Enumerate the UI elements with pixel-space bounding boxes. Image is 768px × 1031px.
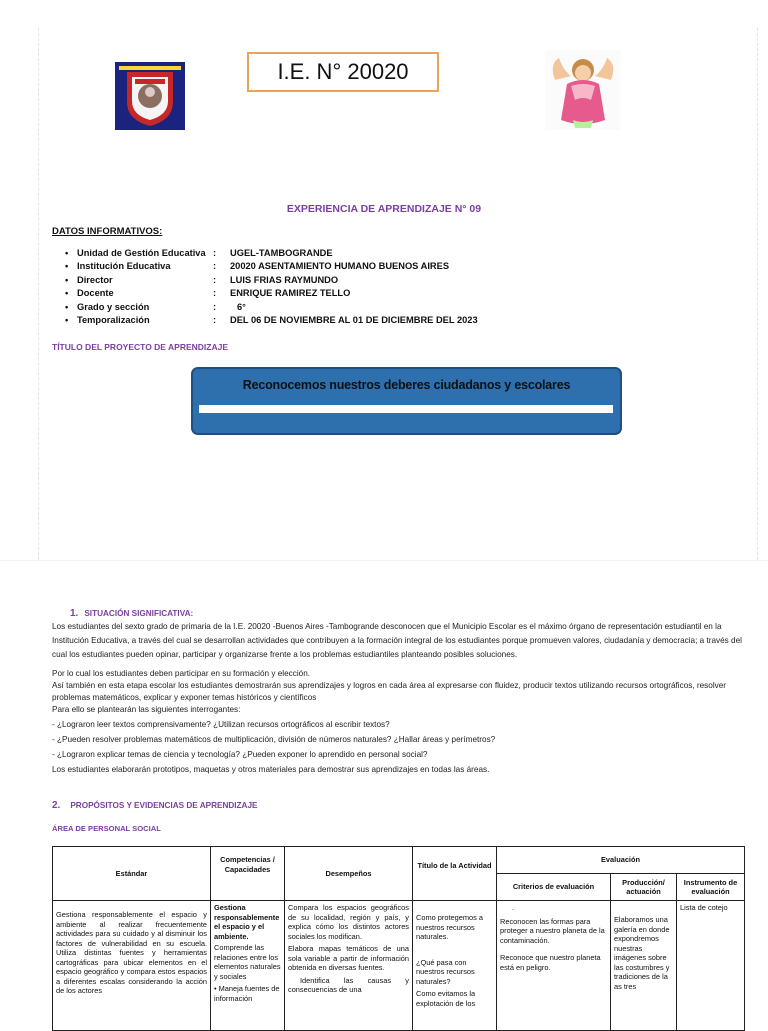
- criterio-1: Reconocen las formas para proteger a nuestro planeta de la contaminación.: [500, 916, 605, 945]
- school-name: I.E. N° 20020: [277, 59, 409, 84]
- experience-title: EXPERIENCIA DE APRENDIZAJE N° 09: [286, 203, 482, 215]
- project-title-bar: [199, 405, 613, 413]
- actividad-3: Como evitamos la explotación de los: [416, 989, 476, 1008]
- situacion-line-4: Los estudiantes elaborarán prototipos, maquetas y otros materiales para demostrar sus aprendizajes en todas las áreas.: [52, 765, 490, 774]
- desempeno-2: Elabora mapas temáticos de una sola variable a partir de información obtenida en diversas fuentes.: [288, 944, 409, 972]
- area-title: ÁREA DE PERSONAL SOCIAL: [52, 824, 161, 833]
- situacion-line-1: Por lo cual los estudiantes deben participar en su formación y elección.: [52, 669, 311, 678]
- cell-instrumento: Lista de cotejo: [677, 901, 745, 1031]
- cell-estandar: Gestiona responsablemente el espacio y ambiente al realizar frecuentemente actividades para su cuidado y al disminuir los factores de vulnerabilidad en su escuela. Utiliza distintas fuentes y herramientas cartográficas para ubicar elementos en el espacio geográfico y compara estos espacios a diferentes escalas considerando la acción de los actores: [53, 901, 211, 1031]
- cell-produccion: Elaboramos una galería en donde expondremos nuestras imágenes sobre las costumbres y tradiciones de la as tres: [611, 901, 677, 1031]
- table-row: [53, 901, 745, 1031]
- cell-criterios: [497, 901, 611, 1031]
- header-produccion: Producción/ actuación: [611, 874, 677, 901]
- competencia-capacidad-1: Comprende las relaciones entre los elementos naturales y sociales: [214, 943, 281, 981]
- situacion-extra: [52, 668, 742, 776]
- school-name-box: [247, 52, 439, 92]
- header-desempenos: Desempeños: [285, 847, 413, 901]
- header-criterios: Criterios de evaluación: [497, 874, 611, 901]
- desempeno-3: Identifica las causas y consecuencias de una: [288, 975, 409, 994]
- header-titulo-actividad: Título de la Actividad: [413, 847, 497, 901]
- header-competencias: Competencias / Capacidades: [211, 847, 285, 901]
- cell-competencias: [211, 901, 285, 1031]
- competencia-capacidad-2: • Maneja fuentes de información: [214, 984, 280, 1003]
- competencia-title: Gestiona responsablemente el espacio y el ambiente.: [214, 903, 280, 941]
- project-title-label: TÍTULO DEL PROYECTO DE APRENDIZAJE: [52, 342, 229, 352]
- competencies-table: [52, 846, 745, 1031]
- desempeno-1: Compara los espacios geográficos de su localidad, región y país, y explica cómo los distintos actores sociales los modifican.: [288, 903, 409, 941]
- criterio-2: Reconoce que nuestro planeta está en peligro.: [500, 953, 601, 972]
- question-1: - ¿Lograron leer textos comprensivamente? ¿Utilizan recursos ortográficos al escribir textos?: [52, 720, 390, 729]
- actividad-2: ¿Qué pasa con nuestros recursos naturales?: [416, 957, 475, 986]
- cell-actividad: [413, 901, 497, 1031]
- header-evaluacion: Evaluación: [497, 847, 745, 874]
- question-2: - ¿Pueden resolver problemas matemáticos de multiplicación, división de números naturales? ¿Hallar áreas y perímetros?: [52, 735, 496, 744]
- datos-informativos-heading: DATOS INFORMATIVOS:: [52, 226, 163, 237]
- header-estandar: Estándar: [53, 847, 211, 901]
- page-divider: [0, 560, 768, 561]
- project-title: Reconocemos nuestros deberes ciudadanos y escolares: [242, 378, 571, 392]
- section-2-heading: 2. PROPÓSITOS Y EVIDENCIAS DE APRENDIZAJE: [52, 800, 258, 811]
- project-title-banner: [191, 367, 622, 435]
- situacion-paragraph: Los estudiantes del sexto grado de primaria de la I.E. 20020 -Buenos Aires -Tambogrande desconocen que el Municipio Escolar es el máximo órgano de representación estudiantil en la Institución Educativa, a través del cual se desarrollan actividades que contribuyen a la formación integral de los estudiantes porque promueven valores, ciudadanía y democracia; a través del cual los estudiantes pueden opinar, participar y organizarse frente a los problemas estudiantiles planteando posibles soluciones.: [52, 622, 742, 659]
- criterio-dot: .: [512, 903, 515, 912]
- school-crest-logo: [115, 62, 185, 130]
- situacion-line-2: Así también en esta etapa escolar los estudiantes demostrarán sus aprendizajes y logros en cada área al expresarse con fluidez, producir textos utilizando recursos ortográficos, resolver problemas matemáticos, explicar y exponer temas históricos y científicos: [52, 681, 727, 702]
- actividad-1: Como protegemos a nuestros recursos naturales.: [416, 913, 483, 941]
- cell-desempenos: [285, 901, 413, 1031]
- header-instrumento: Instrumento de evaluación: [677, 874, 745, 901]
- situacion-line-3: Para ello se plantearán las siguientes interrogantes:: [52, 705, 241, 714]
- child-jesus-image: [545, 50, 621, 130]
- section-1-heading: 1. SITUACIÓN SIGNIFICATIVA:: [70, 608, 194, 619]
- question-3: - ¿Lograron explicar temas de ciencia y tecnología? ¿Pueden exponer lo aprendido en personal social?: [52, 750, 428, 759]
